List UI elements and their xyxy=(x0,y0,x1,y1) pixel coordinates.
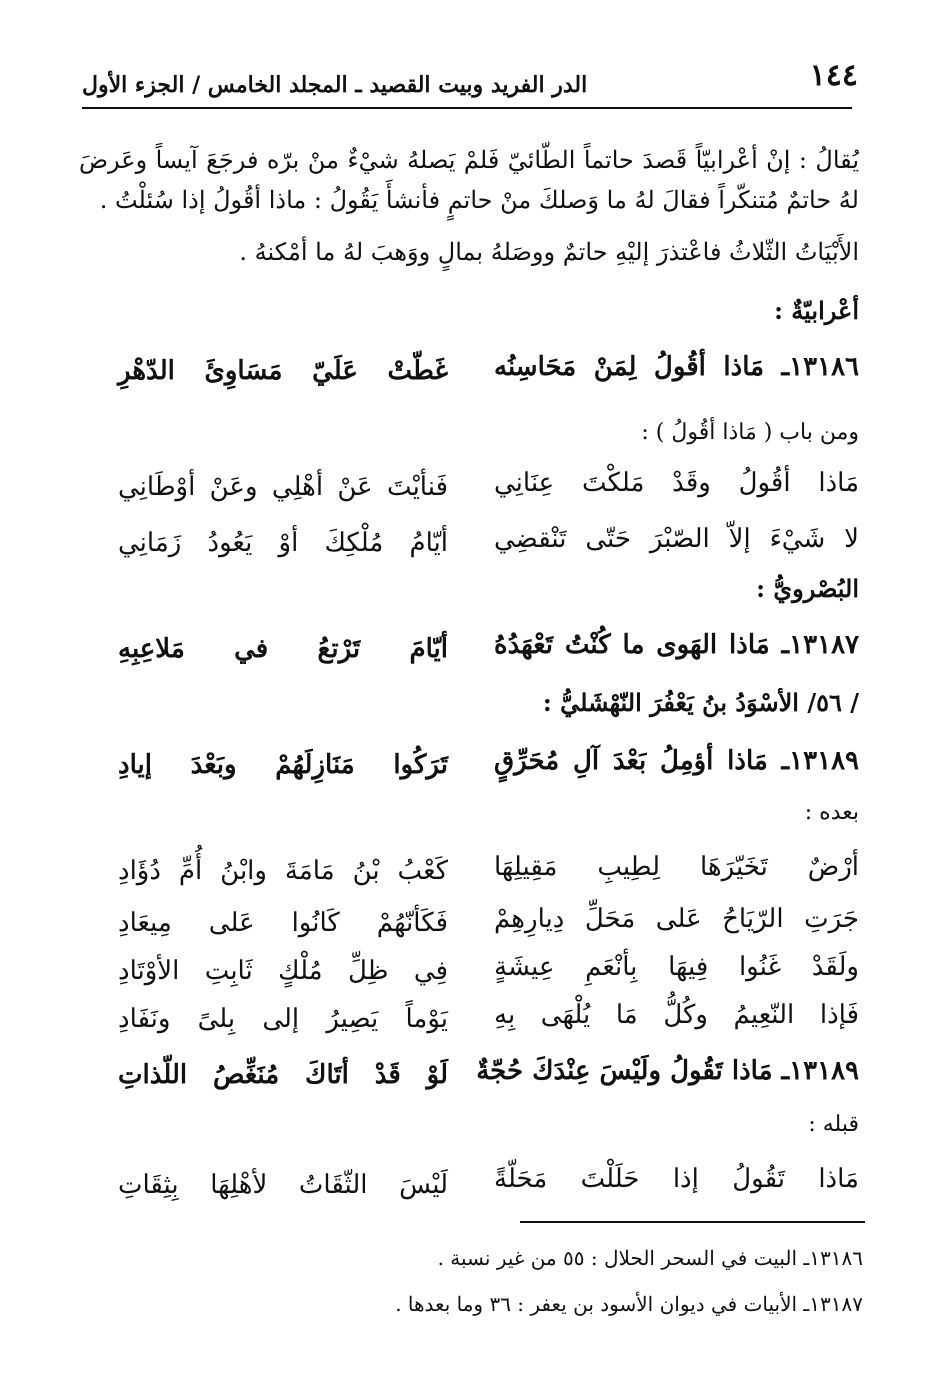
verse-right-hemistich: مَاذا أقُولُ وقَدْ مَلكْتَ عِنَانِي xyxy=(494,468,859,498)
verse-left-hemistich: أيّامُ مُلْكِكَ أوْ يَعُودُ زَمَانِي xyxy=(118,528,448,558)
verse-left-hemistich: فِي ظِلِّ مُلْكٍ ثَابِتِ الأوْتَادِ xyxy=(118,956,448,986)
verse-left-hemistich: فَكَأنّهُمْ كَانُوا عَلى مِيعَادِ xyxy=(118,908,448,938)
verse-right-hemistich: ١٣١٨٩ـ مَاذا تَقُولُ ولَيْسَ عِنْدَكَ حُجّةٌ xyxy=(476,1056,859,1086)
verse-right-hemistich: ١٣١٨٩ـ مَاذا أؤمِلُ بَعْدَ آلِ مُحَرِّقٍ xyxy=(494,746,859,776)
footnote-13186: ١٣١٨٦ـ البيت في السحر الحلال : ٥٥ من غير نسبة . xyxy=(437,1246,863,1270)
verse-right-hemistich: جَرَتِ الرّيَاحُ عَلى مَحَلِّ دِيارِهِمْ xyxy=(494,904,859,934)
verse-left-hemistich: كَعْبُ بْنُ مَامَةَ وابْنُ أُمِّ دُؤَادِ xyxy=(118,856,448,886)
header-divider xyxy=(82,107,852,109)
verse-left-hemistich: تَرَكُوا مَنَازِلَهُمْ وبَعْدَ إيادِ xyxy=(118,750,448,780)
verse-right-hemistich: مَاذا تَقُولُ إذا حَلَلْتَ مَحَلّةً xyxy=(494,1164,859,1194)
poet-name-basrawi: البُصْرويُّ : xyxy=(756,574,859,603)
verse-left-hemistich: فَنأيْتَ عَنْ أهْلِي وعَنْ أوْطَانِي xyxy=(118,472,448,502)
verse-left-hemistich: أيّامَ تَرْتعُ في مَلاعِبِهِ xyxy=(118,634,448,664)
verse-right-hemistich: ١٣١٨٧ـ مَاذا الهَوى ما كُنْتُ تَعْهَدُهُ xyxy=(494,630,859,660)
label-baadahu: بعده : xyxy=(804,800,859,825)
verse-right-hemistich: ولَقَدْ غَنُوا فِيهَا بِأنْعَمِ عِيشَةٍ xyxy=(494,952,859,982)
verse-right-hemistich: أرْضٌ تَخَيّرَهَا لِطِيبِ مَقِيلِهَا xyxy=(494,852,859,882)
poet-name-aswad: / ٥٦/ الأسْوَدُ بنُ يَعْفُرَ النّهْشَليُّ : xyxy=(542,688,859,717)
verse-right-hemistich: لا شَيْءَ إلاّ الصّبْرَ حَتّى تَنْقضِي xyxy=(494,524,859,554)
footnote-13187: ١٣١٨٧ـ الأبيات في ديوان الأسود بن يعفر : ٣٦ وما بعدها . xyxy=(395,1292,863,1316)
intro-continuation: الأَبْيَاتُ الثّلاثُ فاعْتذرَ إليْهِ حاتمٌ ووصَلهُ بمالٍ ووَهبَ لهُ ما أمْكنهُ . xyxy=(239,238,859,266)
running-title: الدر الفريد وبيت القصيد ـ المجلد الخامس / الجزء الأول xyxy=(82,72,588,98)
verse-left-hemistich: لَوْ قَدْ أتَاكَ مُنَغِّصُ اللّذاتِ xyxy=(118,1060,448,1090)
footnote-divider xyxy=(520,1221,865,1223)
verse-left-hemistich: يَوْماً يَصِيرُ إلى بِلىً ونَفَادِ xyxy=(118,1004,448,1034)
page-number: ١٤٤ xyxy=(809,58,858,93)
verse-left-hemistich: لَيْسَ الثّقَاتُ لأهْلِهَا بِثِقَاتِ xyxy=(118,1170,448,1200)
section-heading-bab: ومن باب ( مَاذا أقُولُ ) : xyxy=(641,420,859,445)
verse-right-hemistich: فَإذا النّعِيمُ وكُلُّ مَا يُلْهَى بِهِ xyxy=(494,1000,859,1030)
verse-left-hemistich: غَطّتْ عَلَيّ مَسَاوِئَ الدّهْرِ xyxy=(118,356,448,386)
label-qablahu: قبله : xyxy=(808,1112,859,1137)
poet-name-arabiyya: أعْرابيّةٌ : xyxy=(774,296,859,325)
page-header xyxy=(82,58,868,104)
verse-right-hemistich: ١٣١٨٦ـ مَاذا أقُولُ لِمَنْ مَحَاسِنُه xyxy=(494,352,859,382)
intro-paragraph: يُقالُ : إنْ أعْرابيّاً قَصدَ حاتماً الطّائيّ فَلمْ يَصلهُ شيْءٌ منْ برّه فرجَعَ آيساً وعَرضَ لهُ حاتمٌ مُتنكّراً فقالَ لهُ ما وَصلكَ منْ حاتمٍ فأنشأَ يَقُولُ : ماذا أقُولُ إذا سُئلْتُ . xyxy=(79,146,859,214)
